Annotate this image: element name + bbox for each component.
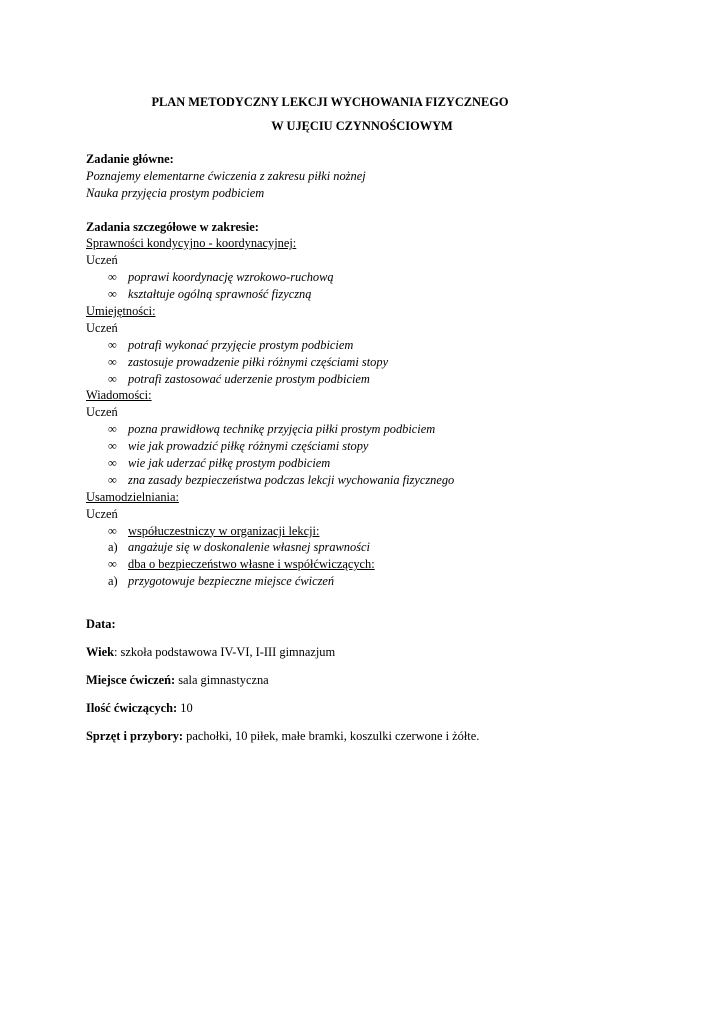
- list-item: a) angażuje się w doskonalenie własnej sprawności: [108, 540, 370, 555]
- infinity-bullet-icon: ∞: [108, 354, 117, 369]
- section-title: Usamodzielniania:: [86, 489, 179, 504]
- list-item: ∞ potrafi wykonać przyjęcie prostym podbiciem: [108, 337, 354, 352]
- infinity-bullet-icon: ∞: [108, 439, 117, 454]
- main-task-heading: Zadanie główne:: [86, 152, 174, 166]
- list-item: ∞ poprawi koordynację wzrokowo-ruchową: [108, 270, 334, 285]
- list-item: ∞ zna zasady bezpieczeństwa podczas lekcji wychowania fizycznego: [108, 472, 455, 487]
- student-label: Uczeń: [86, 253, 118, 268]
- infinity-bullet-icon: ∞: [108, 422, 117, 437]
- student-label: Uczeń: [86, 405, 118, 420]
- document-body: [86, 151, 686, 745]
- student-label: Uczeń: [86, 506, 118, 521]
- main-task-line: Poznajemy elementarne ćwiczenia z zakresu piłki nożnej: [86, 168, 366, 183]
- list-item: ∞ zastosuje prowadzenie piłki różnymi częściami stopy: [108, 354, 389, 369]
- age-field: Wiek: szkoła podstawowa IV-VI, I-III gimnazjum: [86, 645, 336, 660]
- section-title: Sprawności kondycyjno - koordynacyjnej:: [86, 236, 297, 251]
- infinity-bullet-icon: ∞: [108, 270, 117, 285]
- alpha-marker: a): [108, 574, 118, 589]
- alpha-marker: a): [108, 540, 118, 555]
- section-title: Umiejętności:: [86, 304, 156, 319]
- infinity-bullet-icon: ∞: [108, 337, 117, 352]
- detailed-heading: Zadania szczegółowe w zakresie:: [86, 219, 259, 234]
- list-item: a) przygotowuje bezpieczne miejsce ćwiczeń: [108, 574, 335, 589]
- list-item: ∞ wie jak prowadzić piłkę różnymi częściami stopy: [108, 439, 369, 454]
- place-field: Miejsce ćwiczeń: sala gimnastyczna: [86, 672, 269, 687]
- infinity-bullet-icon: ∞: [108, 371, 117, 386]
- infinity-bullet-icon: ∞: [108, 557, 117, 572]
- infinity-bullet-icon: ∞: [108, 456, 117, 471]
- date-field: Data:: [86, 617, 116, 632]
- title-line-2: W UJĘCIU CZYNNOŚCIOWYM: [271, 119, 453, 133]
- infinity-bullet-icon: ∞: [108, 287, 117, 302]
- infinity-bullet-icon: ∞: [108, 523, 117, 538]
- section-title: Wiadomości:: [86, 388, 152, 403]
- infinity-bullet-icon: ∞: [108, 472, 117, 487]
- list-item: ∞ wie jak uderzać piłkę prostym podbiciem: [108, 456, 331, 471]
- list-item: ∞ potrafi zastosować uderzenie prostym podbiciem: [108, 371, 370, 386]
- list-item: ∞ współuczestniczy w organizacji lekcji:: [108, 523, 320, 538]
- title-line-1: PLAN METODYCZNY LEKCJI WYCHOWANIA FIZYCZNEGO: [151, 95, 509, 109]
- list-item: ∞ dba o bezpieczeństwo własne i współćwiczących:: [108, 557, 375, 572]
- list-item: ∞ pozna prawidłową technikę przyjęcia piłki prostym podbiciem: [108, 422, 436, 437]
- count-field: Ilość ćwiczących: 10: [86, 700, 193, 715]
- main-task-line: Nauka przyjęcia prostym podbiciem: [86, 185, 265, 200]
- list-item: ∞ kształtuje ogólną sprawność fizyczną: [108, 287, 312, 302]
- equipment-field: Sprzęt i przybory: pachołki, 10 piłek, małe bramki, koszulki czerwone i żółte.: [86, 728, 480, 743]
- student-label: Uczeń: [86, 320, 118, 335]
